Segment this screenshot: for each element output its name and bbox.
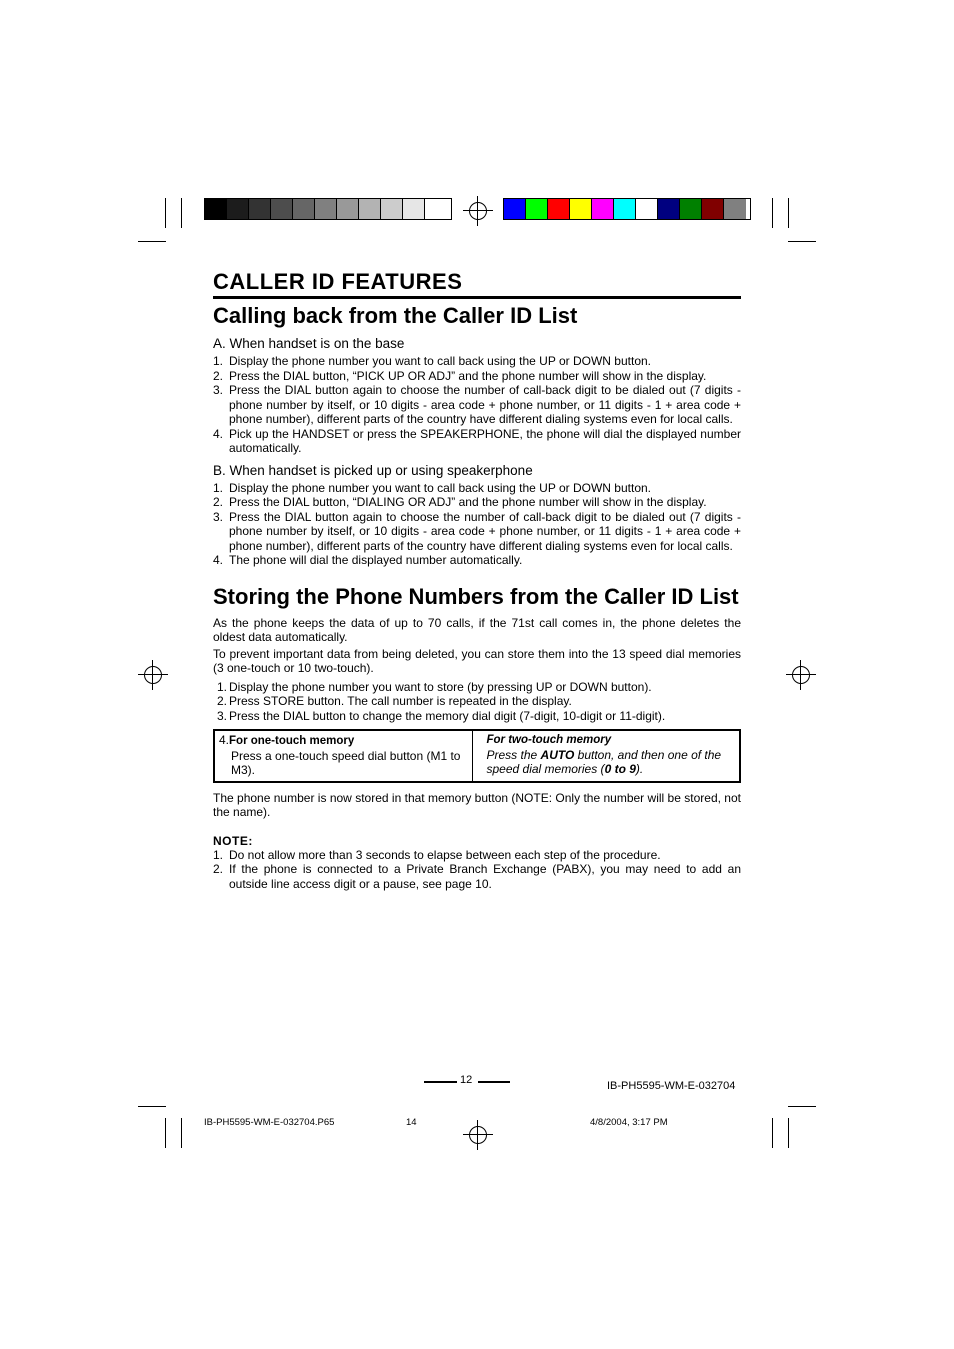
document-code: IB-PH5595-WM-E-032704 xyxy=(607,1080,736,1092)
list-item-number: 2. xyxy=(213,862,224,876)
list-item-text: Pick up the HANDSET or press the SPEAKERPHONE, the phone will dial the displayed number automatically. xyxy=(229,426,741,455)
list-item-number: 3. xyxy=(213,383,224,397)
list-item-number: 1. xyxy=(213,480,224,495)
crop-mark xyxy=(138,1106,166,1107)
color-swatch xyxy=(205,199,227,219)
color-swatch xyxy=(548,199,570,219)
step-number: 4. xyxy=(219,733,230,747)
registration-mark-icon xyxy=(138,660,168,690)
color-swatch xyxy=(570,199,592,219)
list-item xyxy=(213,862,741,891)
color-swatch xyxy=(293,199,315,219)
section-title: CALLER ID FEATURES xyxy=(213,269,463,294)
list-item-text: Press the DIAL button to change the memory dial digit (7-digit, 10-digit or 11-digit). xyxy=(229,708,666,723)
crop-mark xyxy=(181,1118,182,1148)
crop-mark xyxy=(788,198,789,228)
list-item-text: Press the DIAL button again to choose the number of call-back digit to be dialed out (7 digits - phone number by itself, or 10 digits - area code + phone number, or 11 digits - 1 + area code + phone number), different parts of the country have different dialing systems even for local calls. xyxy=(229,509,741,553)
list-item-text: Press the DIAL button, “PICK UP OR ADJ” and the phone number will show in the display. xyxy=(229,368,707,383)
color-swatch xyxy=(504,199,526,219)
list-item-text: Display the phone number you want to call back using the UP or DOWN button. xyxy=(229,354,651,368)
color-swatch xyxy=(680,199,702,219)
subsection-b-title: B. When handset is picked up or using speakerphone xyxy=(213,462,533,478)
crop-mark xyxy=(772,198,773,228)
color-swatch xyxy=(425,199,447,219)
subsection-b-list xyxy=(213,481,741,568)
grayscale-bar xyxy=(204,198,452,220)
list-item-number: 4. xyxy=(213,426,224,441)
two-touch-cell xyxy=(472,731,740,781)
list-item-number: 1. xyxy=(217,679,228,694)
list-item xyxy=(213,680,741,695)
list-item-text: Do not allow more than 3 seconds to elapse between each step of the procedure. xyxy=(229,847,661,862)
list-item xyxy=(213,383,741,427)
list-item-text: Press the DIAL button again to choose the number of call-back digit to be dialed out (7 digits - phone number by itself, or 10 digits - area code + phone number, or 11 digits - 1 + area code + phone number), different parts of the country have different dialing systems even for local calls. xyxy=(229,383,741,426)
crop-mark xyxy=(788,1106,816,1107)
color-swatch xyxy=(592,199,614,219)
note-title: NOTE: xyxy=(213,833,253,848)
list-item-number: 2. xyxy=(213,495,224,509)
crop-mark xyxy=(165,1118,166,1148)
print-date: 4/8/2004, 3:17 PM xyxy=(590,1117,668,1128)
color-swatch xyxy=(315,199,337,219)
title-rule xyxy=(213,296,741,299)
sheet-number: 14 xyxy=(406,1117,417,1128)
color-swatch xyxy=(381,199,403,219)
color-swatch xyxy=(614,199,636,219)
list-item xyxy=(213,709,741,724)
list-item-number: 2. xyxy=(213,368,224,383)
registration-mark-icon xyxy=(463,1120,493,1150)
color-swatch xyxy=(724,199,746,219)
crop-mark xyxy=(788,1118,789,1148)
memory-options-box xyxy=(213,729,741,783)
list-item xyxy=(213,553,741,568)
file-name: IB-PH5595-WM-E-032704.P65 xyxy=(204,1117,335,1128)
one-touch-title: For one-touch memory xyxy=(229,735,355,747)
color-swatch xyxy=(636,199,658,219)
list-item xyxy=(213,481,741,496)
color-bar xyxy=(503,198,751,220)
list-item xyxy=(213,694,741,709)
crop-mark xyxy=(138,241,166,242)
color-swatch xyxy=(658,199,680,219)
list-item xyxy=(213,369,741,384)
color-swatch xyxy=(249,199,271,219)
registration-mark-icon xyxy=(786,660,816,690)
subsection-a-list xyxy=(213,354,741,456)
list-item-number: 2. xyxy=(217,694,228,708)
list-item-text: If the phone is connected to a Private Branch Exchange (PABX), you may need to add an outside line access digit or a pause, see page 10. xyxy=(229,862,741,891)
color-swatch xyxy=(702,199,724,219)
registration-mark-icon xyxy=(463,196,493,226)
list-item-text: The phone will dial the displayed number automatically. xyxy=(229,553,523,567)
storing-heading: Storing the Phone Numbers from the Caller ID List xyxy=(213,583,739,609)
storing-steps-list xyxy=(213,680,741,724)
list-item-text: Press STORE button. The call number is repeated in the display. xyxy=(229,694,572,708)
list-item xyxy=(213,427,741,456)
note-list xyxy=(213,848,741,892)
page-number: 12 xyxy=(460,1074,473,1086)
list-item-text: Display the phone number you want to call back using the UP or DOWN button. xyxy=(229,480,651,495)
list-item-number: 1. xyxy=(213,847,224,862)
two-touch-text: Press the AUTO button, and then one of the speed dial memories (0 to 9). xyxy=(486,747,722,776)
color-swatch xyxy=(271,199,293,219)
subsection-a-title: A. When handset is on the base xyxy=(213,336,405,351)
color-swatch xyxy=(337,199,359,219)
list-item xyxy=(213,495,741,510)
page-content xyxy=(213,268,741,891)
color-swatch xyxy=(227,199,249,219)
storing-after-text: The phone number is now stored in that memory button (NOTE: Only the number will be stored, not the name). xyxy=(213,790,741,819)
list-item-text: Display the phone number you want to store (by pressing UP or DOWN button). xyxy=(229,679,652,694)
list-item-number: 1. xyxy=(213,354,224,368)
list-item xyxy=(213,510,741,554)
color-swatch xyxy=(359,199,381,219)
calling-back-heading: Calling back from the Caller ID List xyxy=(213,303,578,328)
page-number-rule-left xyxy=(424,1081,457,1083)
list-item-text: Press the DIAL button, “DIALING OR ADJ” and the phone number will show in the display. xyxy=(229,495,707,509)
crop-mark xyxy=(165,198,166,228)
color-swatch xyxy=(403,199,425,219)
list-item-number: 3. xyxy=(217,708,228,723)
crop-mark xyxy=(181,198,182,228)
one-touch-cell xyxy=(215,731,472,781)
crop-mark xyxy=(772,1118,773,1148)
storing-paragraph-1: As the phone keeps the data of up to 70 calls, if the 71st call comes in, the phone deletes the oldest data automatically. xyxy=(213,615,741,644)
page-number-rule-right xyxy=(478,1081,510,1083)
one-touch-text: Press a one-touch speed dial button (M1 to M3). xyxy=(231,748,461,777)
color-swatch xyxy=(526,199,548,219)
list-item-number: 4. xyxy=(213,553,224,567)
crop-mark xyxy=(788,241,816,242)
two-touch-title: For two-touch memory xyxy=(486,734,612,746)
list-item xyxy=(213,848,741,863)
storing-paragraph-2: To prevent important data from being deleted, you can store them into the 13 speed dial memories (3 one-touch or 10 two-touch). xyxy=(213,646,741,675)
list-item-number: 3. xyxy=(213,509,224,524)
list-item xyxy=(213,354,741,369)
